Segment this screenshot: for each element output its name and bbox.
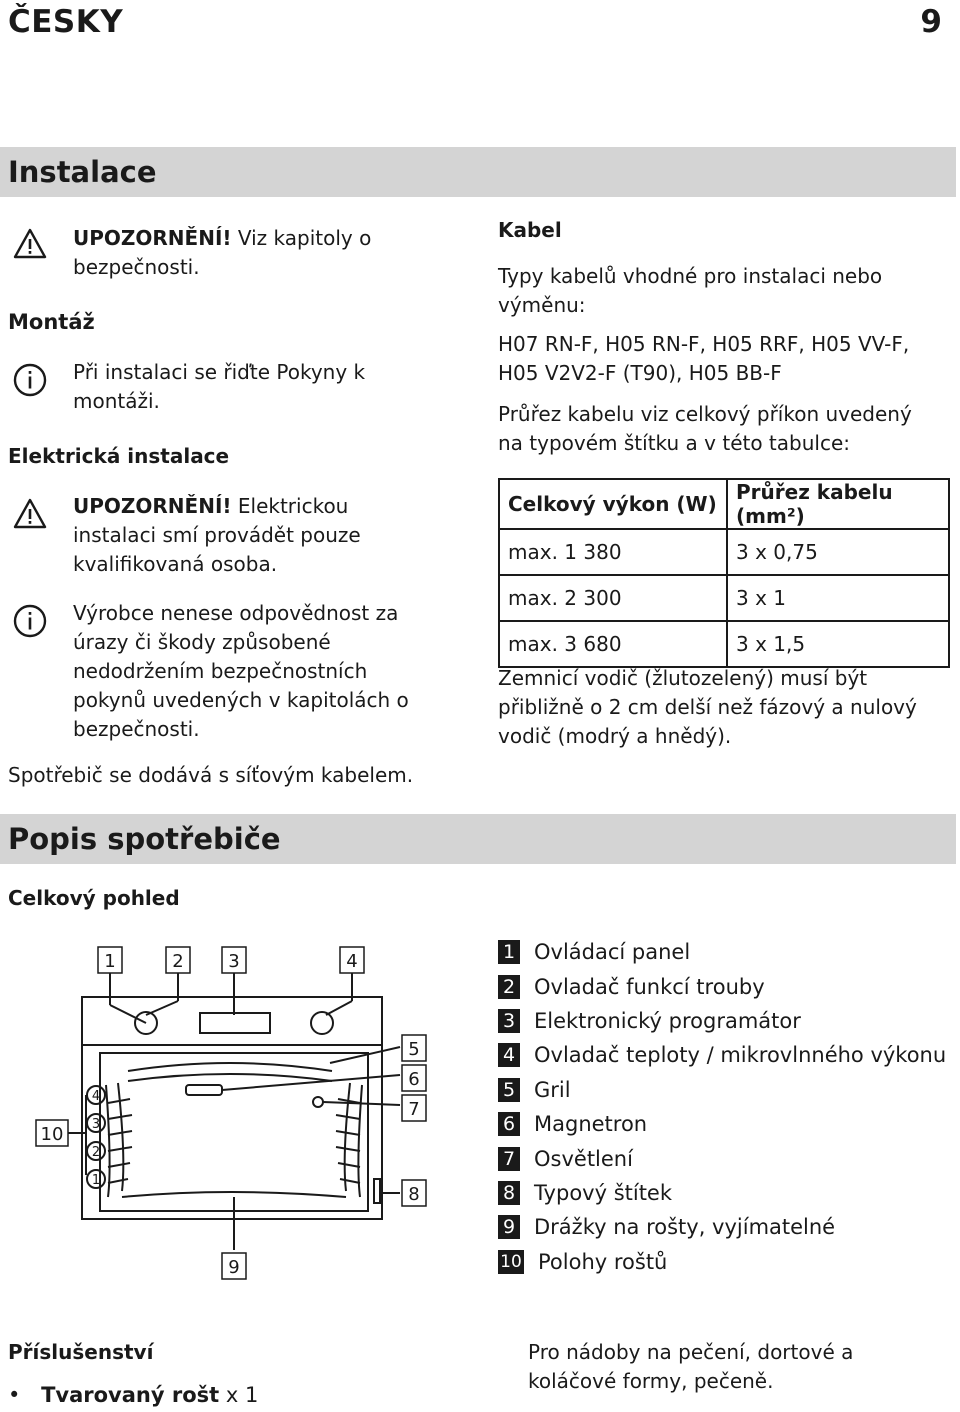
legend-item: [498, 935, 946, 969]
oven-diagram: [30, 935, 450, 1285]
legend-number: 3: [498, 1009, 520, 1033]
left-shelf-rung: [108, 1163, 130, 1167]
legend-item: [498, 1210, 946, 1244]
diagram-legend: [498, 935, 946, 1279]
legend-number: 10: [498, 1250, 524, 1274]
table-cell: 3 x 0,75: [727, 529, 949, 575]
section-title-installation: Instalace: [8, 155, 157, 189]
left-shelf-rung: [108, 1179, 128, 1183]
temperature-knob: [311, 1012, 333, 1034]
legend-label: Gril: [534, 1077, 571, 1102]
right-shelf-rung: [336, 1115, 360, 1119]
oven-body-outline: [82, 997, 382, 1219]
callout-label: 8: [408, 1184, 420, 1205]
legend-number: 4: [498, 1043, 520, 1067]
section-band-installation: [0, 147, 956, 197]
oven-light: [313, 1097, 323, 1107]
shelf-level-label: 1: [91, 1173, 101, 1188]
table-cell: 3 x 1: [727, 575, 949, 621]
legend-label: Osvětlení: [534, 1146, 633, 1171]
legend-label: Ovladač funkcí trouby: [534, 974, 765, 999]
leader-line: [330, 1047, 400, 1063]
table-cell: max. 3 680: [499, 621, 727, 667]
left-shelf-rung: [108, 1115, 132, 1119]
legend-item: [498, 969, 946, 1003]
legend-item: [498, 1245, 946, 1279]
legend-number: 6: [498, 1112, 520, 1136]
heading-accessories: Příslušenství: [8, 1340, 154, 1364]
left-shelf-rung: [108, 1131, 132, 1135]
table-header-power: Celkový výkon (W): [499, 479, 727, 529]
info-text-2: Výrobce nenese odpovědnost za úrazy či škody způsobené nedodržením bezpečnostních pokynů uvedených v kapitolách o bezpečnosti.: [73, 601, 409, 741]
table-header-section: Průřez kabelu (mm²): [727, 479, 949, 529]
callout-label: 9: [228, 1257, 240, 1278]
legend-label: Ovládací panel: [534, 940, 691, 965]
oven-cavity: [100, 1053, 368, 1211]
legend-item: [498, 1141, 946, 1175]
shelf-level-label: 3: [91, 1117, 101, 1132]
legend-item: [498, 1107, 946, 1141]
callout-label: 1: [104, 951, 116, 972]
warning-icon: [12, 496, 48, 532]
warning-icon: [12, 226, 48, 262]
legend-item: [498, 1176, 946, 1210]
shelf-level-label: 4: [91, 1089, 101, 1104]
right-shelf-support-inner: [345, 1083, 350, 1191]
legend-number: 8: [498, 1181, 520, 1205]
callout-label: 6: [408, 1069, 420, 1090]
accessory-item: • Tvarovaný rošt x 1: [8, 1383, 259, 1407]
table-header-row: [499, 479, 949, 529]
callout-label: 3: [228, 951, 240, 972]
legend-number: 2: [498, 975, 520, 999]
legend-number: 5: [498, 1078, 520, 1102]
table-row: [499, 621, 949, 667]
legend-number: 1: [498, 940, 520, 964]
grill-element-lower: [128, 1074, 332, 1081]
heading-cable: Kabel: [498, 218, 562, 242]
callout-label: 4: [346, 951, 358, 972]
legend-number: 7: [498, 1147, 520, 1171]
magnetron: [186, 1085, 222, 1095]
cable-types-list: H07 RN-F, H05 RN-F, H05 RRF, H05 VV-F, H05 V2V2-F (T90), H05 BB-F: [498, 332, 910, 385]
leader-line: [146, 1001, 178, 1015]
leader-line: [222, 1075, 400, 1090]
info-icon: [12, 362, 48, 398]
section-title-description: Popis spotřebiče: [8, 822, 281, 856]
right-shelf-rung: [340, 1179, 360, 1183]
right-shelf-rung: [336, 1131, 360, 1135]
right-shelf-rung: [338, 1163, 360, 1167]
page-number: 9: [920, 4, 942, 40]
callout-label: 10: [40, 1124, 64, 1145]
heading-electric: Elektrická instalace: [8, 444, 230, 468]
callout-label: 2: [172, 951, 184, 972]
leader-line: [326, 1001, 352, 1015]
rating-plate: [374, 1179, 380, 1203]
table-cell: max. 1 380: [499, 529, 727, 575]
cavity-floor-edge: [122, 1192, 346, 1197]
info-text-1: Při instalaci se řiďte Pokyny k montáži.: [73, 360, 366, 413]
heading-overview: Celkový pohled: [8, 886, 180, 910]
legend-label: Drážky na rošty, vyjímatelné: [534, 1215, 836, 1240]
legend-label: Elektronický programátor: [534, 1008, 801, 1033]
legend-label: Typový štítek: [534, 1180, 673, 1205]
callout-label: 5: [408, 1039, 420, 1060]
legend-label: Ovladač teploty / mikrovlnného výkonu: [534, 1043, 947, 1068]
ground-note: Zemnicí vodič (žlutozelený) musí být přibližně o 2 cm delší než fázový a nulový vodič (modrý a hnědý).: [498, 666, 917, 748]
left-shelf-rung: [108, 1147, 132, 1151]
warning-text-1: UPOZORNĚNÍ! Viz kapitoly o bezpečnosti.: [73, 226, 372, 279]
heading-montaz: Montáž: [8, 310, 95, 334]
programmer-display: [200, 1013, 270, 1033]
left-shelf-support-inner: [118, 1083, 123, 1191]
section-band-description: [0, 814, 956, 864]
legend-label: Polohy roštů: [538, 1249, 668, 1274]
cable-section-note: Průřez kabelu viz celkový příkon uvedený na typovém štítku a v této tabulce:: [498, 402, 912, 455]
cable-table: [498, 478, 950, 668]
table-cell: max. 2 300: [499, 575, 727, 621]
info-icon: [12, 603, 48, 639]
right-shelf-rung: [336, 1147, 360, 1151]
header-language: ČESKY: [8, 4, 124, 40]
cable-types-intro: Typy kabelů vhodné pro instalaci nebo výměnu:: [498, 264, 883, 317]
callout-label: 7: [408, 1099, 420, 1120]
legend-item: [498, 1038, 946, 1072]
legend-number: 9: [498, 1215, 520, 1239]
grill-element: [128, 1063, 332, 1071]
shelf-level-label: 2: [91, 1145, 101, 1160]
legend-item: [498, 1004, 946, 1038]
supply-note: Spotřebič se dodává s síťovým kabelem.: [8, 763, 414, 787]
legend-label: Magnetron: [534, 1112, 648, 1137]
table-cell: 3 x 1,5: [727, 621, 949, 667]
accessory-description: Pro nádoby na pečení, dortové a koláčové formy, pečeně.: [528, 1340, 854, 1393]
table-row: [499, 575, 949, 621]
table-row: [499, 529, 949, 575]
legend-item: [498, 1073, 946, 1107]
warning-text-2: UPOZORNĚNÍ! Elektrickou instalaci smí provádět pouze kvalifikovaná osoba.: [73, 494, 361, 576]
